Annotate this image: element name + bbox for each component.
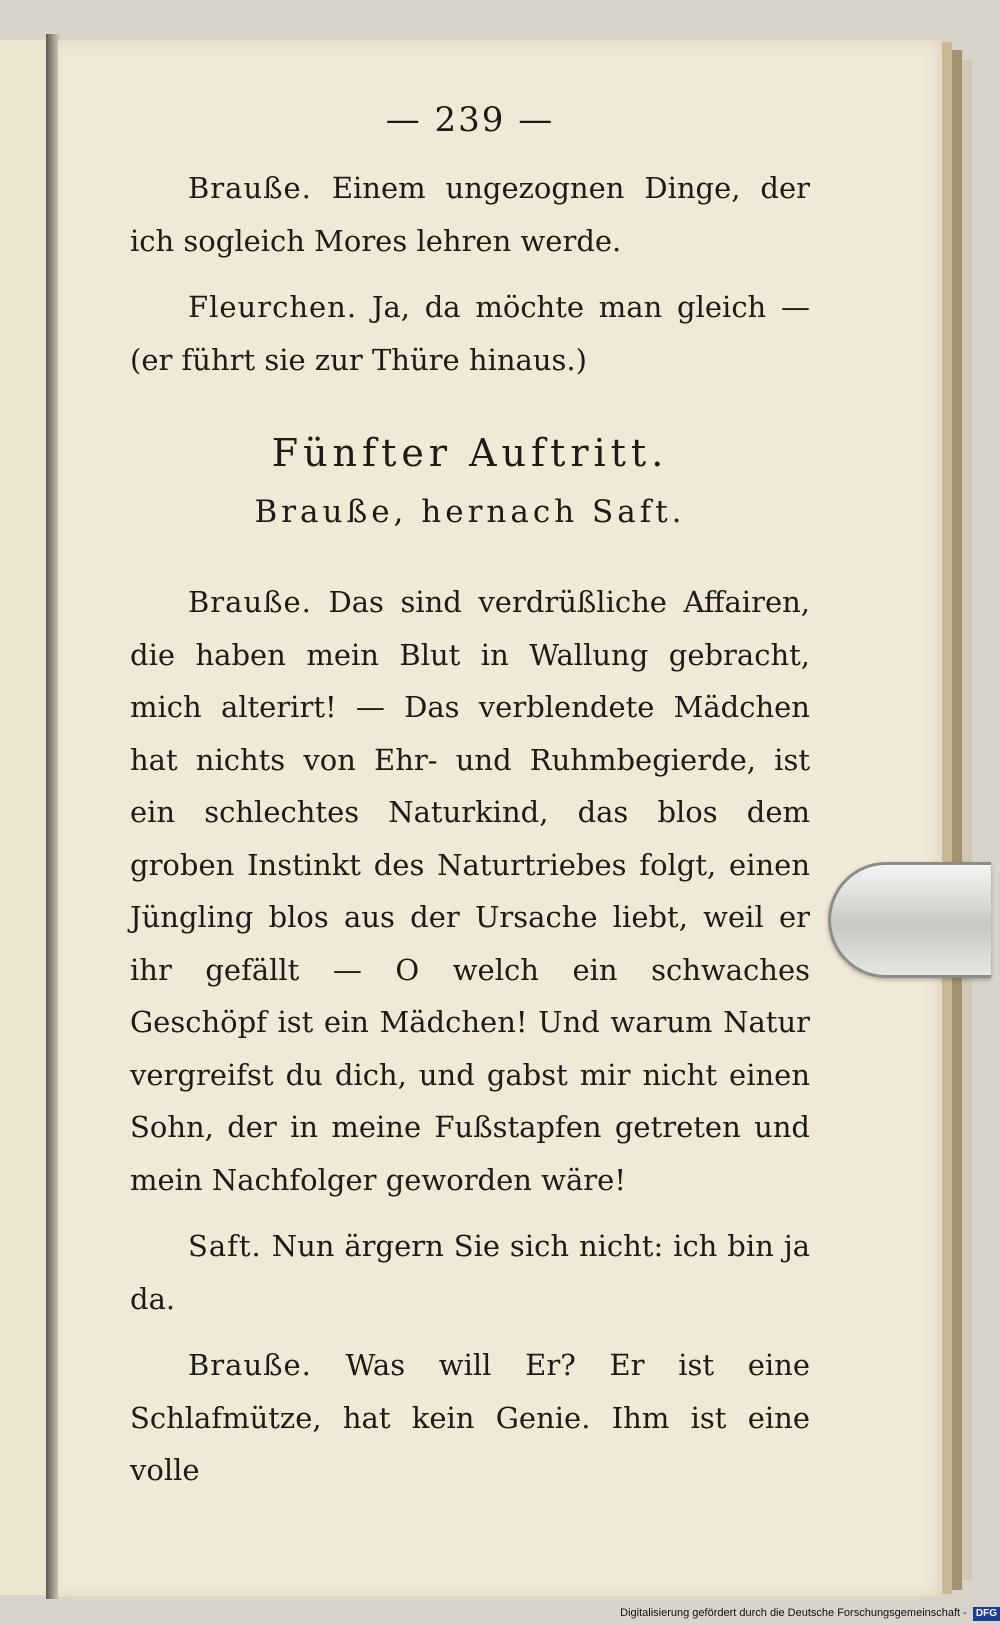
speaker-name: Fleurchen. <box>188 290 358 324</box>
dialogue-paragraph <box>130 162 810 267</box>
page-number: — 239 — <box>385 100 555 140</box>
dfg-logo: DFG <box>973 1607 1000 1621</box>
page-clip <box>828 862 991 978</box>
digitization-credit <box>580 1602 1000 1624</box>
dialogue-text: Einem ungezognen Dinge, der ich sogleich Mores lehren werde. <box>130 171 810 258</box>
dialogue-paragraph <box>130 1220 810 1325</box>
dialogue-paragraph <box>130 281 810 386</box>
dialogue-paragraph <box>130 1339 810 1497</box>
page-text <box>130 100 810 1497</box>
dialogue-paragraph <box>130 576 810 1206</box>
speaker-name: Saft. <box>188 1229 262 1263</box>
speaker-name: Brauße. <box>188 171 312 205</box>
dialogue-text: Ja, da möchte man gleich — (er führt sie zur Thüre hinaus.) <box>130 290 810 377</box>
speaker-name: Brauße. <box>188 1348 312 1382</box>
page-edges <box>942 42 952 1594</box>
previous-page-edge <box>0 40 49 1595</box>
dialogue-text: Das sind verdrüßliche Affairen, die haben mein Blut in Wallung gebracht, mich alterirt! — Das verblendete Mädchen hat nichts von Ehr- und Ruhmbegierde, ist ein schlechtes Naturkind, das blos dem groben Instinkt des Naturtriebes folgt, einen Jüngling blos aus der Ursache liebt, weil er ihr gefällt — O welch ein schwaches Geschöpf ist ein Mädchen! Und warum Natur vergreifst du dich, und gabst mir nicht einen Sohn, der in meine Fußstapfen getreten und mein Nachfolger geworden wäre! <box>130 585 810 1197</box>
speaker-name: Brauße. <box>188 585 312 619</box>
scene-characters: Brauße, hernach Saft. <box>254 494 686 530</box>
page-edges-dark <box>952 50 962 1590</box>
dialogue-text: Nun ärgern Sie sich nicht: ich bin ja da. <box>130 1229 811 1316</box>
scene-heading: Fünfter Auftritt. <box>271 431 669 475</box>
credit-text: Digitalisierung gefördert durch die Deutsche Forschungsgemeinschaft - <box>620 1607 967 1619</box>
dialogue-text: Was will Er? Er ist eine Schlafmütze, hat kein Genie. Ihm ist eine volle <box>130 1348 810 1487</box>
page-edges-outer <box>962 60 972 1580</box>
